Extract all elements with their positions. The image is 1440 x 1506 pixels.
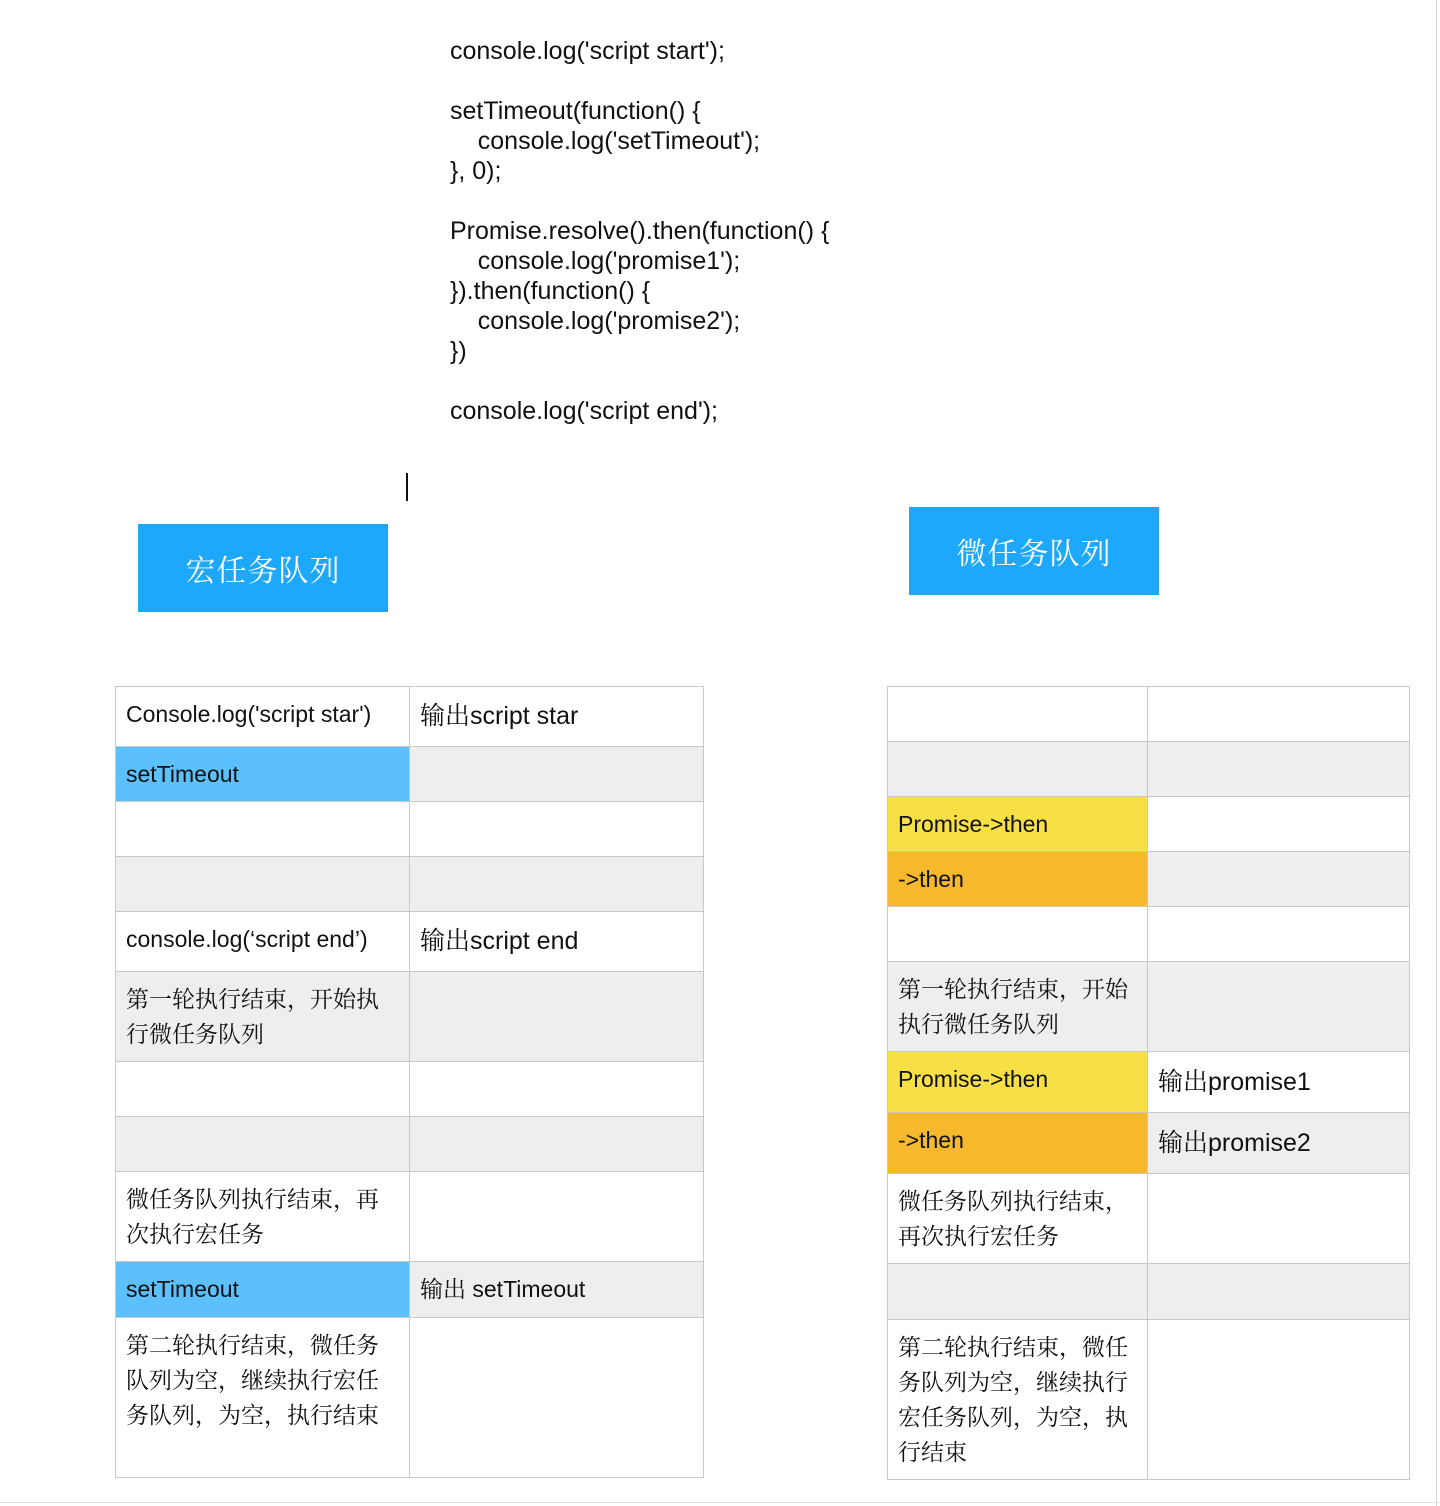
table-row: [888, 797, 1410, 852]
task-cell[interactable]: [888, 742, 1148, 797]
task-cell[interactable]: Promise->then: [888, 1052, 1148, 1113]
output-cell[interactable]: 输出promise2: [1148, 1113, 1410, 1174]
task-cell[interactable]: 第二轮执行结束，微任务队列为空，继续执行宏任务队列，为空，执行结束: [888, 1320, 1148, 1480]
output-cell[interactable]: [410, 1318, 704, 1478]
table-row: [116, 1117, 704, 1172]
output-cell[interactable]: [410, 1117, 704, 1172]
table-row: [888, 742, 1410, 797]
task-cell[interactable]: [116, 802, 410, 857]
task-cell[interactable]: 第一轮执行结束，开始执行微任务队列: [116, 972, 410, 1062]
code-line: console.log('script end');: [450, 397, 719, 425]
table-row: [116, 912, 704, 972]
table-row: [888, 962, 1410, 1052]
output-cell[interactable]: [1148, 742, 1410, 797]
output-cell[interactable]: [410, 972, 704, 1062]
code-line: Promise.resolve().then(function() {: [450, 217, 830, 245]
code-line: }, 0);: [450, 157, 502, 185]
output-cell[interactable]: 输出 setTimeout: [410, 1262, 704, 1318]
table-row: [888, 1320, 1410, 1480]
code-line: }): [450, 337, 467, 365]
output-cell[interactable]: [1148, 1264, 1410, 1320]
macro-queue-header[interactable]: 宏任务队列: [138, 524, 388, 612]
task-cell[interactable]: ->then: [888, 1113, 1148, 1174]
task-cell[interactable]: 微任务队列执行结束，再次执行宏任务: [888, 1174, 1148, 1264]
task-cell[interactable]: console.log(‘script end’): [116, 912, 410, 972]
task-cell[interactable]: [888, 1264, 1148, 1320]
task-cell[interactable]: 微任务队列执行结束，再次执行宏任务: [116, 1172, 410, 1262]
task-cell[interactable]: [116, 1062, 410, 1117]
micro-queue-header[interactable]: 微任务队列: [909, 507, 1159, 595]
window-right-border: [1436, 0, 1437, 1506]
micro-queue-table[interactable]: [887, 686, 1410, 1480]
code-line: setTimeout(function() {: [450, 97, 701, 125]
output-cell[interactable]: [1148, 907, 1410, 962]
task-cell[interactable]: setTimeout: [116, 747, 410, 802]
table-row: [116, 802, 704, 857]
table-row: [888, 852, 1410, 907]
output-cell[interactable]: [410, 747, 704, 802]
table-row: [116, 1062, 704, 1117]
window-bottom-border: [0, 1502, 1440, 1503]
table-row: [116, 1318, 704, 1478]
code-line: console.log('script start');: [450, 37, 725, 65]
code-line: console.log('promise2');: [450, 307, 741, 335]
table-row: [116, 857, 704, 912]
code-block[interactable]: [450, 36, 1010, 426]
task-cell[interactable]: Promise->then: [888, 797, 1148, 852]
table-row: [116, 972, 704, 1062]
macro-queue-table[interactable]: [115, 686, 704, 1478]
code-line: [450, 186, 1010, 216]
task-cell[interactable]: [888, 687, 1148, 742]
output-cell[interactable]: [410, 1062, 704, 1117]
output-cell[interactable]: [1148, 797, 1410, 852]
task-cell[interactable]: ->then: [888, 852, 1148, 907]
task-cell[interactable]: Console.log('script star'): [116, 687, 410, 747]
code-line: [450, 66, 1010, 96]
output-cell[interactable]: [410, 802, 704, 857]
code-line: [450, 366, 1010, 396]
code-line: console.log('setTimeout');: [450, 127, 761, 155]
table-row: [116, 687, 704, 747]
table-row: [888, 1174, 1410, 1264]
code-line: console.log('promise1');: [450, 247, 741, 275]
output-cell[interactable]: 输出promise1: [1148, 1052, 1410, 1113]
table-row: [116, 1262, 704, 1318]
task-cell[interactable]: [116, 857, 410, 912]
table-row: [116, 1172, 704, 1262]
table-row: [116, 747, 704, 802]
table-row: [888, 1264, 1410, 1320]
task-cell[interactable]: setTimeout: [116, 1262, 410, 1318]
table-row: [888, 687, 1410, 742]
task-cell[interactable]: [888, 907, 1148, 962]
output-cell[interactable]: [1148, 962, 1410, 1052]
table-row: [888, 1052, 1410, 1113]
output-cell[interactable]: [1148, 852, 1410, 907]
output-cell[interactable]: [410, 857, 704, 912]
table-row: [888, 907, 1410, 962]
task-cell[interactable]: [116, 1117, 410, 1172]
output-cell[interactable]: [1148, 1320, 1410, 1480]
output-cell[interactable]: 输出script end: [410, 912, 704, 972]
output-cell[interactable]: 输出script star: [410, 687, 704, 747]
output-cell[interactable]: [1148, 687, 1410, 742]
code-line: }).then(function() {: [450, 277, 651, 305]
task-cell[interactable]: 第二轮执行结束，微任务队列为空，继续执行宏任务队列，为空，执行结束: [116, 1318, 410, 1478]
output-cell[interactable]: [1148, 1174, 1410, 1264]
output-cell[interactable]: [410, 1172, 704, 1262]
task-cell[interactable]: 第一轮执行结束，开始执行微任务队列: [888, 962, 1148, 1052]
text-cursor: [406, 473, 408, 501]
table-row: [888, 1113, 1410, 1174]
